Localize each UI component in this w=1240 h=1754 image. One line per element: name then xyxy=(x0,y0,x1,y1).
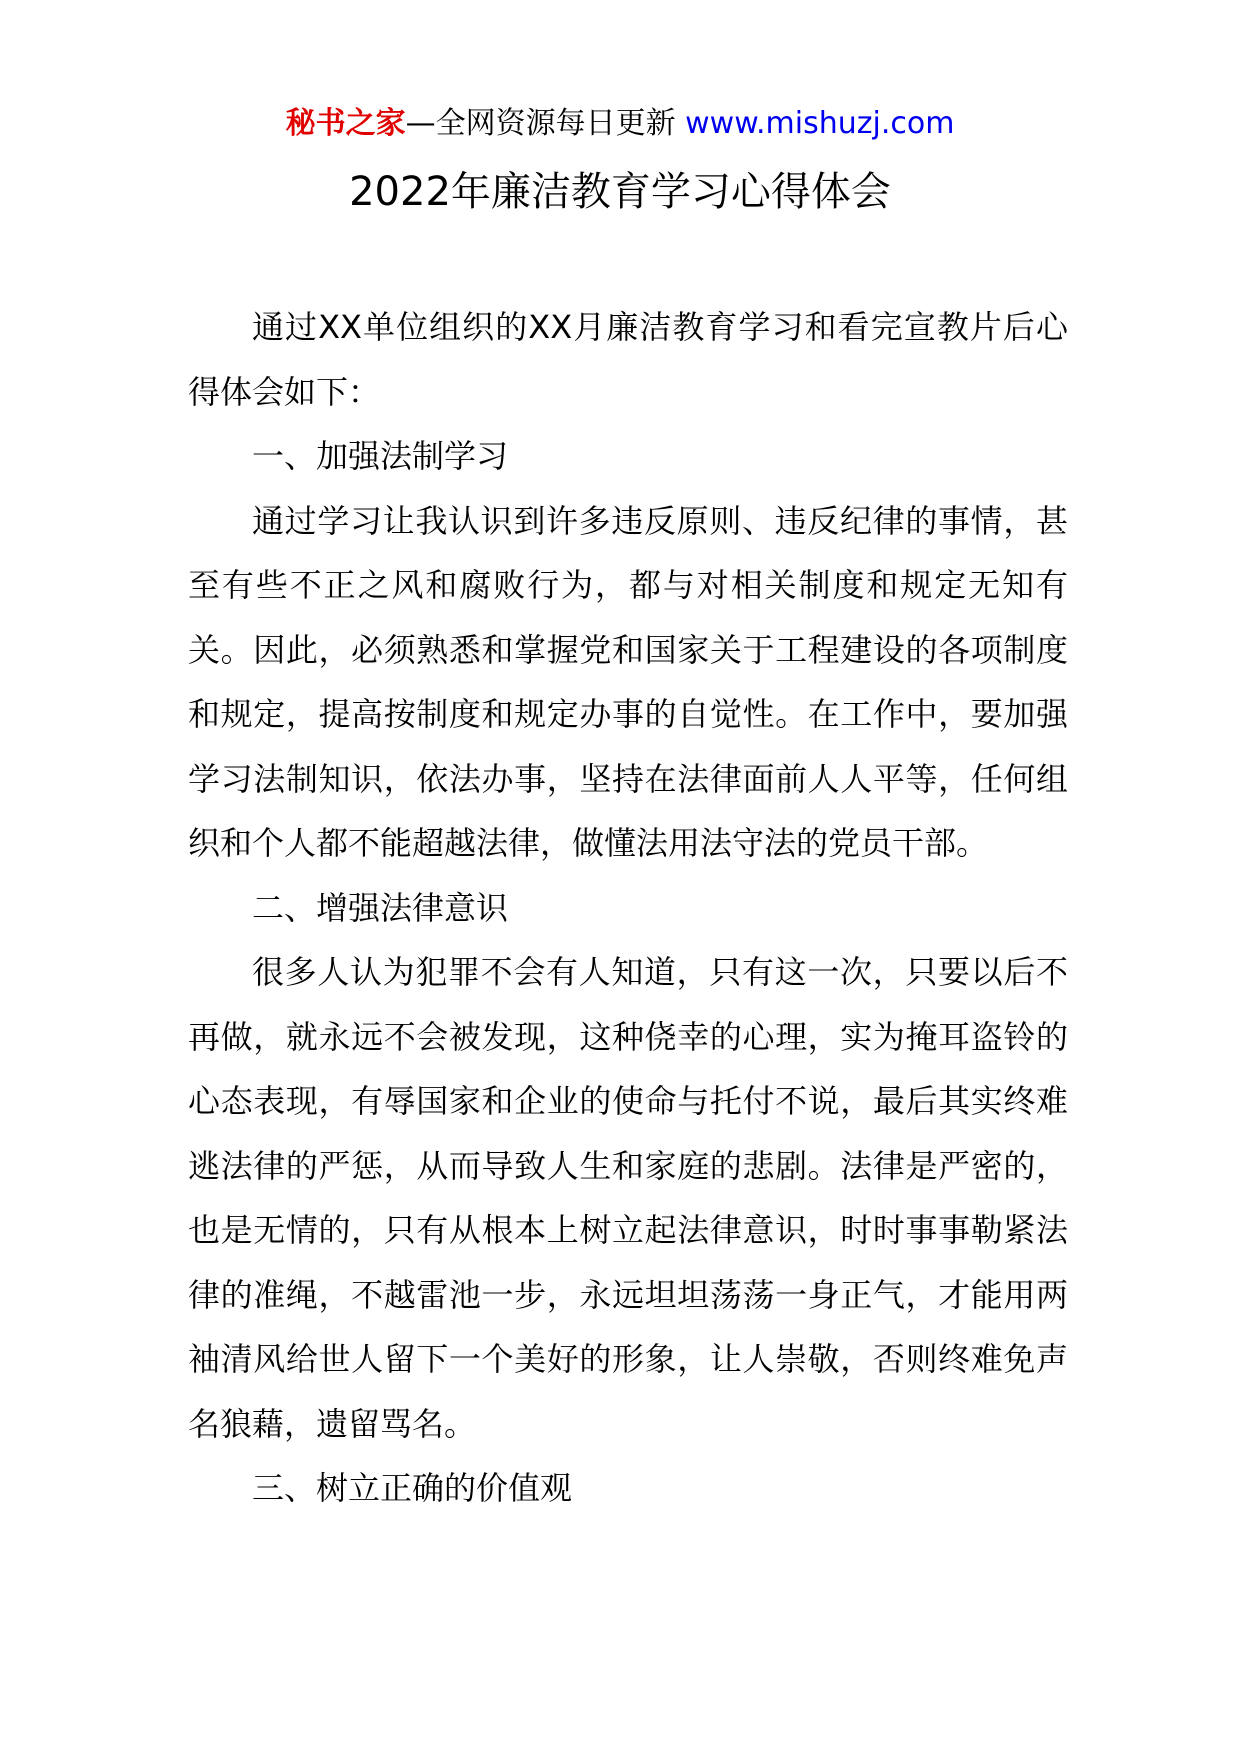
header-tagline: —全网资源每日更新 xyxy=(405,106,676,141)
section-heading-3: 三、树立正确的价值观 xyxy=(252,1469,573,1507)
document-title: 2022年廉洁教育学习心得体会 xyxy=(349,169,891,215)
section-heading-1: 一、加强法制学习 xyxy=(252,437,509,475)
intro-paragraph: 通过XX单位组织的XX月廉洁教育学习和看完宣教片后心得体会如下： xyxy=(188,308,1068,411)
section-paragraph-2: 很多人认为犯罪不会有人知道，只有这一次，只要以后不再做，就永远不会被发现，这种侥幸的心理，实为掩耳盗铃的心态表现，有辱国家和企业的使命与托付不说，最后其实终难逃法律的严惩，从而导致人生和家庭的悲剧。法律是严密的，也是无情的，只有从根本上树立起法律意识，时时事事勒紧法律的准绳，不越雷池一步，永远坦坦荡荡一身正气，才能用两袖清风给世人留下一个美好的形象，让人崇敬，否则终难免声名狼藉，遗留骂名。 xyxy=(188,953,1068,1443)
site-url-link[interactable]: www.mishuzj.com xyxy=(685,106,955,141)
site-header xyxy=(0,102,1240,146)
section-heading-2: 二、增强法律意识 xyxy=(252,888,509,927)
brand-name: 秘书之家 xyxy=(285,106,406,141)
document-body xyxy=(188,295,1068,1521)
section-paragraph-1: 通过学习让我认识到许多违反原则、违反纪律的事情，甚至有些不正之风和腐败行为，都与对相关制度和规定无知有关。因此，必须熟悉和掌握党和国家关于工程建设的各项制度和规定，提高按制度和规定办事的自觉性。在工作中，要加强学习法制知识，依法办事，坚持在法律面前人人平等，任何组织和个人都不能超越法律，做懂法用法守法的党员干部。 xyxy=(188,501,1068,862)
